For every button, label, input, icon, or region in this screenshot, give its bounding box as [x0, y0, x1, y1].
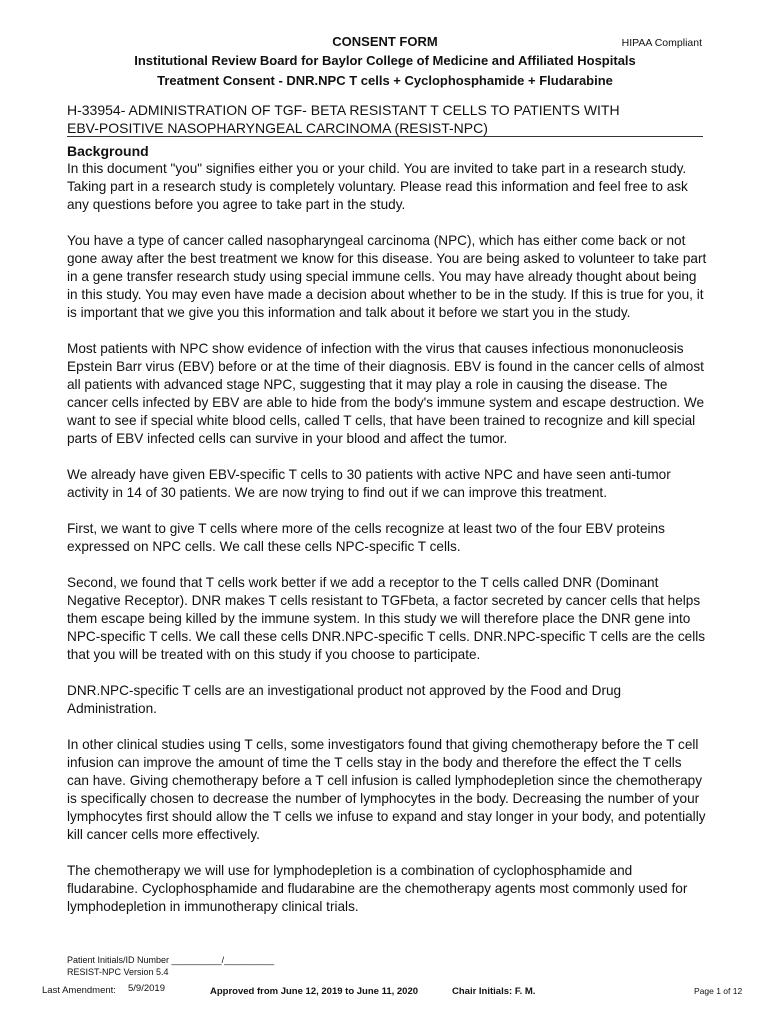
approval-dates: Approved from June 12, 2019 to June 11, 2020 — [210, 986, 419, 997]
hipaa-label: HIPAA Compliant — [621, 37, 702, 49]
institution-title: Institutional Review Board for Baylor College of Medicine and Affiliated Hospitals — [134, 53, 636, 68]
paragraph: First, we want to give T cells where more of the cells recognize at least two of the four EBV proteins expressed on NPC cells. We call these cells NPC-specific T cells. — [67, 521, 665, 554]
protocol-line-1: H-33954- ADMINISTRATION OF TGF- BETA RESISTANT T CELLS TO PATIENTS WITH — [67, 102, 620, 118]
paragraph: You have a type of cancer called nasopharyngeal carcinoma (NPC), which has either come back or not gone away after the best treatment we know for this disease. You are being asked to volunteer to take part in a gene transfer research study using special immune cells. You may have already thought about being in this study. You may even have made a decision about whether to be in the study. If this is true for you, it is important that we give you this information and talk about it before we start you in the study. — [67, 233, 707, 320]
version-label: RESIST-NPC Version 5.4 — [67, 967, 169, 977]
paragraph: The chemotherapy we will use for lymphodepletion is a combination of cyclophosphamide and fludarabine. Cyclophosphamide and fludarabine are the chemotherapy agents most commonly used for lymphodepletion in immunotherapy clinical trials. — [67, 863, 688, 914]
last-amendment-date: 5/9/2019 — [128, 983, 165, 994]
patient-id-field: Patient Initials/ID Number __________/__________ — [67, 955, 275, 965]
paragraph: We already have given EBV-specific T cells to 30 patients with active NPC and have seen anti-tumor activity in 14 of 30 patients. We are now trying to find out if we can improve this treatment. — [67, 467, 671, 500]
protocol-line-2: EBV-POSITIVE NASOPHARYNGEAL CARCINOMA (RESIST-NPC) — [67, 120, 488, 136]
paragraph: Second, we found that T cells work better if we add a receptor to the T cells called DNR (Dominant Negative Receptor). DNR makes T cells resistant to TGFbeta, a factor secreted by cancer cells that helps them escape being killed by the immune system. In this study we will therefore place the DNR gene into NPC-specific T cells. We call these cells DNR.NPC-specific T cells. DNR.NPC-specific T cells are the cells that you will be treated with on this study if you choose to participate. — [67, 575, 706, 662]
chair-initials: Chair Initials: F. M. — [452, 986, 536, 997]
paragraph: In other clinical studies using T cells, some investigators found that giving chemotherapy before the T cell infusion can improve the amount of time the T cells stay in the body and therefore the effect the T cells can have. Giving chemotherapy before a T cell infusion is called lymphodepletion since the chemotherapy is specifically chosen to decrease the number of lymphocytes in the body. Decreasing the number of your lymphocytes first should allow the T cells we infuse to expand and stay longer in your body, and potentially kill cancer cells more effectively. — [67, 737, 706, 842]
consent-type: Treatment Consent - DNR.NPC T cells + Cyclophosphamide + Fludarabine — [157, 73, 613, 88]
paragraph: DNR.NPC-specific T cells are an investigational product not approved by the Food and Drug Administration. — [67, 683, 622, 716]
paragraph: Most patients with NPC show evidence of infection with the virus that causes infectious mononucleosis Epstein Barr virus (EBV) before or at the time of their diagnosis. EBV is found in the cancer cells of almost all patients with advanced stage NPC, suggesting that it may play a role in causing the disease. The cancer cells infected by EBV are able to hide from the body's immune system and escape destruction. We want to see if special white blood cells, called T cells, that have been trained to recognize and kill special parts of EBV infected cells can survive in your blood and affect the tumor. — [67, 341, 705, 446]
last-amendment-label: Last Amendment: — [42, 985, 116, 996]
document-body — [67, 142, 707, 934]
paragraph: In this document "you" signifies either you or your child. You are invited to take part in a research study. Taking part in a research study is completely voluntary. Please read this information and feel free to ask any questions before you agree to take part in the study. — [67, 161, 688, 212]
protocol-title — [67, 101, 620, 137]
form-title: CONSENT FORM — [332, 34, 438, 49]
header-divider — [67, 136, 703, 137]
section-heading: Background — [67, 143, 149, 159]
page-number: Page 1 of 12 — [694, 986, 743, 996]
